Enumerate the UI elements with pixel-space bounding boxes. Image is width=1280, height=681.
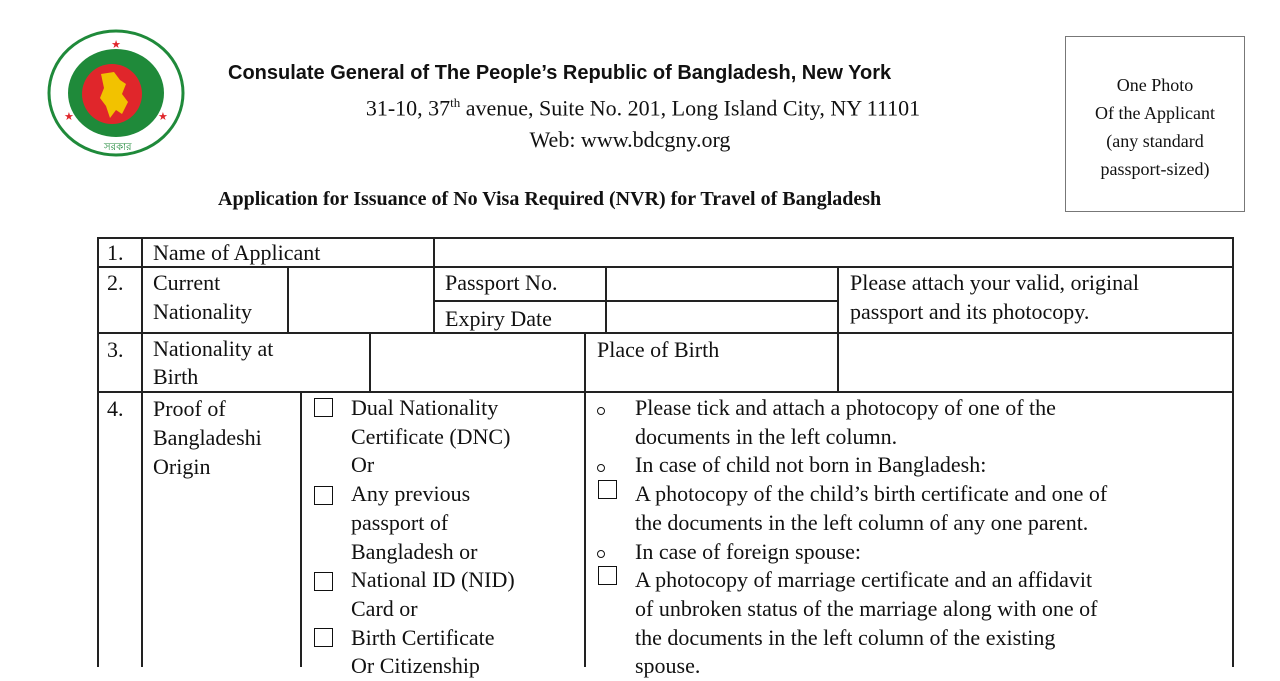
bullet-icon xyxy=(597,550,605,558)
name-of-applicant-label: Name of Applicant xyxy=(153,240,321,265)
row-number: 4. xyxy=(107,396,124,421)
consulate-title: Consulate General of The People’s Republic of Bangladesh, New York xyxy=(228,62,892,84)
passport-no-label: Passport No. xyxy=(445,270,558,295)
expiry-date-field[interactable] xyxy=(608,302,836,331)
previous-passport-checkbox[interactable] xyxy=(314,486,333,505)
expiry-date-label: Expiry Date xyxy=(445,306,552,331)
bullet-icon xyxy=(597,407,605,415)
nationality-at-birth-field[interactable] xyxy=(372,334,583,390)
bullet-icon xyxy=(597,464,605,472)
row-number: 3. xyxy=(107,337,124,362)
svg-text:★: ★ xyxy=(158,110,168,123)
place-of-birth-label: Place of Birth xyxy=(597,337,720,362)
proof-of-origin-label: Proof of Bangladeshi Origin xyxy=(153,396,262,479)
photo-box: One Photo Of the Applicant (any standard passport-sized) xyxy=(1065,36,1245,212)
row-number: 2. xyxy=(107,270,124,295)
government-seal-logo xyxy=(46,28,186,158)
form-title: Application for Issuance of No Visa Required (NVR) for Travel of Bangladesh xyxy=(218,188,882,210)
nid-checkbox[interactable] xyxy=(314,572,333,591)
proof-options-list: Dual Nationality Certificate (DNC) Or Any previous passport of Bangladesh or National ID (NID) Card or Birth Certificate Or Citizenship xyxy=(351,395,515,679)
dnc-checkbox[interactable] xyxy=(314,398,333,417)
instructions-list: Please tick and attach a photocopy of one of the documents in the left column. In case of child not born in Bangladesh: A photocopy of the child’s birth certificate and one of the documents in the left column of any one parent. In case of foreign spouse: A photocopy of marriage certificate and an affidavit of unbroken status of the marriage along with one of the documents in the left column of the existing spouse. xyxy=(635,395,1108,679)
birth-certificate-checkbox[interactable] xyxy=(314,628,333,647)
current-nationality-field[interactable] xyxy=(290,268,432,330)
marriage-certificate-checkbox[interactable] xyxy=(598,566,617,585)
svg-text:সরকার: সরকার xyxy=(104,142,132,153)
consulate-website: Web: www.bdcgny.org xyxy=(529,127,731,152)
passport-no-field[interactable] xyxy=(608,268,836,299)
consulate-address: 31-10, 37th avenue, Suite No. 201, Long Island City, NY 11101 xyxy=(365,95,921,121)
svg-text:★: ★ xyxy=(64,110,74,123)
svg-text:★: ★ xyxy=(111,38,121,51)
name-of-applicant-field[interactable] xyxy=(436,239,1231,265)
passport-note: Please attach your valid, original passport and its photocopy. xyxy=(850,270,1139,324)
current-nationality-label: Current Nationality xyxy=(153,270,252,324)
child-birth-certificate-checkbox[interactable] xyxy=(598,480,617,499)
nationality-at-birth-label: Nationality at Birth xyxy=(153,336,274,389)
row-number: 1. xyxy=(107,240,124,265)
place-of-birth-field[interactable] xyxy=(840,334,1231,390)
